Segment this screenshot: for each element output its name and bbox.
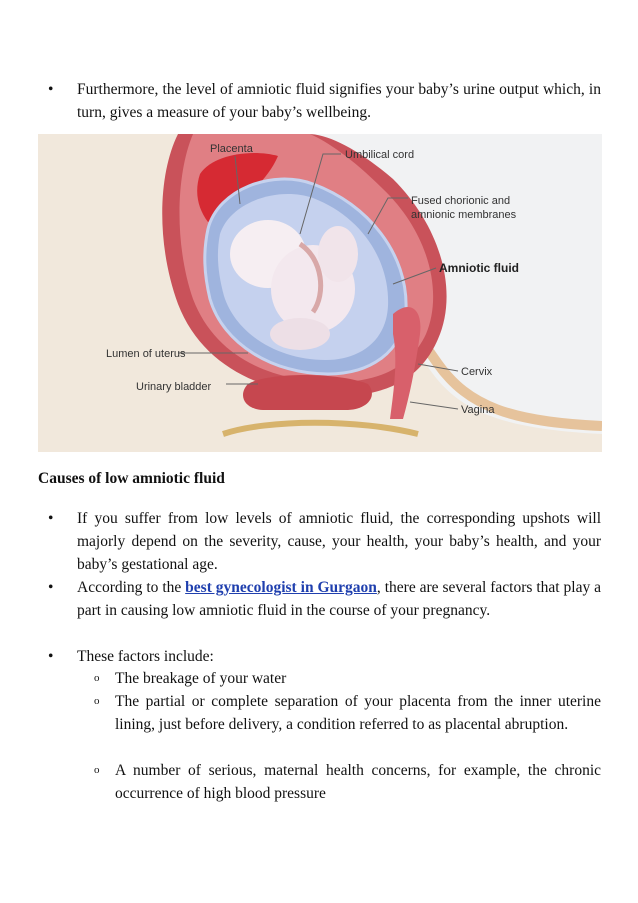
bullet-text <box>77 576 601 622</box>
label-membranes-1: Fused chorionic and <box>411 195 511 207</box>
section-heading: Causes of low amniotic fluid <box>38 470 225 487</box>
bladder-shape <box>243 375 372 410</box>
sub-bullet-marker: o <box>94 695 100 707</box>
gynecologist-link[interactable]: best gynecologist in Gurgaon <box>185 579 377 596</box>
sub-bullet-marker: o <box>94 764 100 776</box>
bullet-marker: • <box>48 81 54 98</box>
cause-bullet-1 <box>48 507 601 576</box>
sub-bullet-marker: o <box>94 672 100 684</box>
label-cervix: Cervix <box>461 366 493 378</box>
cause-bullet-3 <box>48 645 601 668</box>
intro-bullet <box>48 78 601 124</box>
bullet-marker: • <box>48 510 54 527</box>
label-umbilical-cord: Umbilical cord <box>345 149 415 161</box>
factor-item-3 <box>94 759 601 805</box>
factor-text: A number of serious, maternal health concerns, for example, the chronic occurrence of high blood pressure <box>115 762 601 802</box>
label-lumen: Lumen of uterus <box>106 348 186 360</box>
label-placenta: Placenta <box>210 143 253 155</box>
bullet-text: If you suffer from low levels of amniotic fluid, the corresponding upshots will majorly depend on the severity, cause, your health, your baby’s health, and your baby’s gestational age. <box>77 510 601 573</box>
bullet-marker: • <box>48 648 54 665</box>
bullet-marker: • <box>48 579 54 596</box>
label-bladder: Urinary bladder <box>136 381 212 393</box>
bullet-text-after: , there are several factors that play a part in causing low amniotic fluid in the course of your pregnancy. <box>77 579 601 619</box>
factor-item-1 <box>94 667 601 690</box>
factor-item-2 <box>94 690 601 736</box>
bullet-text: These factors include: <box>77 648 214 665</box>
intro-text: Furthermore, the level of amniotic fluid signifies your baby’s urine output which, in turn, gives a measure of your baby’s wellbeing. <box>77 81 601 121</box>
cause-bullet-2 <box>48 576 601 622</box>
factor-text: The breakage of your water <box>115 670 287 687</box>
factor-text: The partial or complete separation of your placenta from the inner uterine lining, just before delivery, a condition referred to as placental abruption. <box>115 693 601 733</box>
label-amniotic-fluid: Amniotic fluid <box>439 261 519 275</box>
uterus-diagram <box>38 134 602 452</box>
label-vagina: Vagina <box>461 404 495 416</box>
label-membranes-2: amnionic membranes <box>411 209 517 221</box>
bullet-text-before: According to the <box>77 579 186 596</box>
